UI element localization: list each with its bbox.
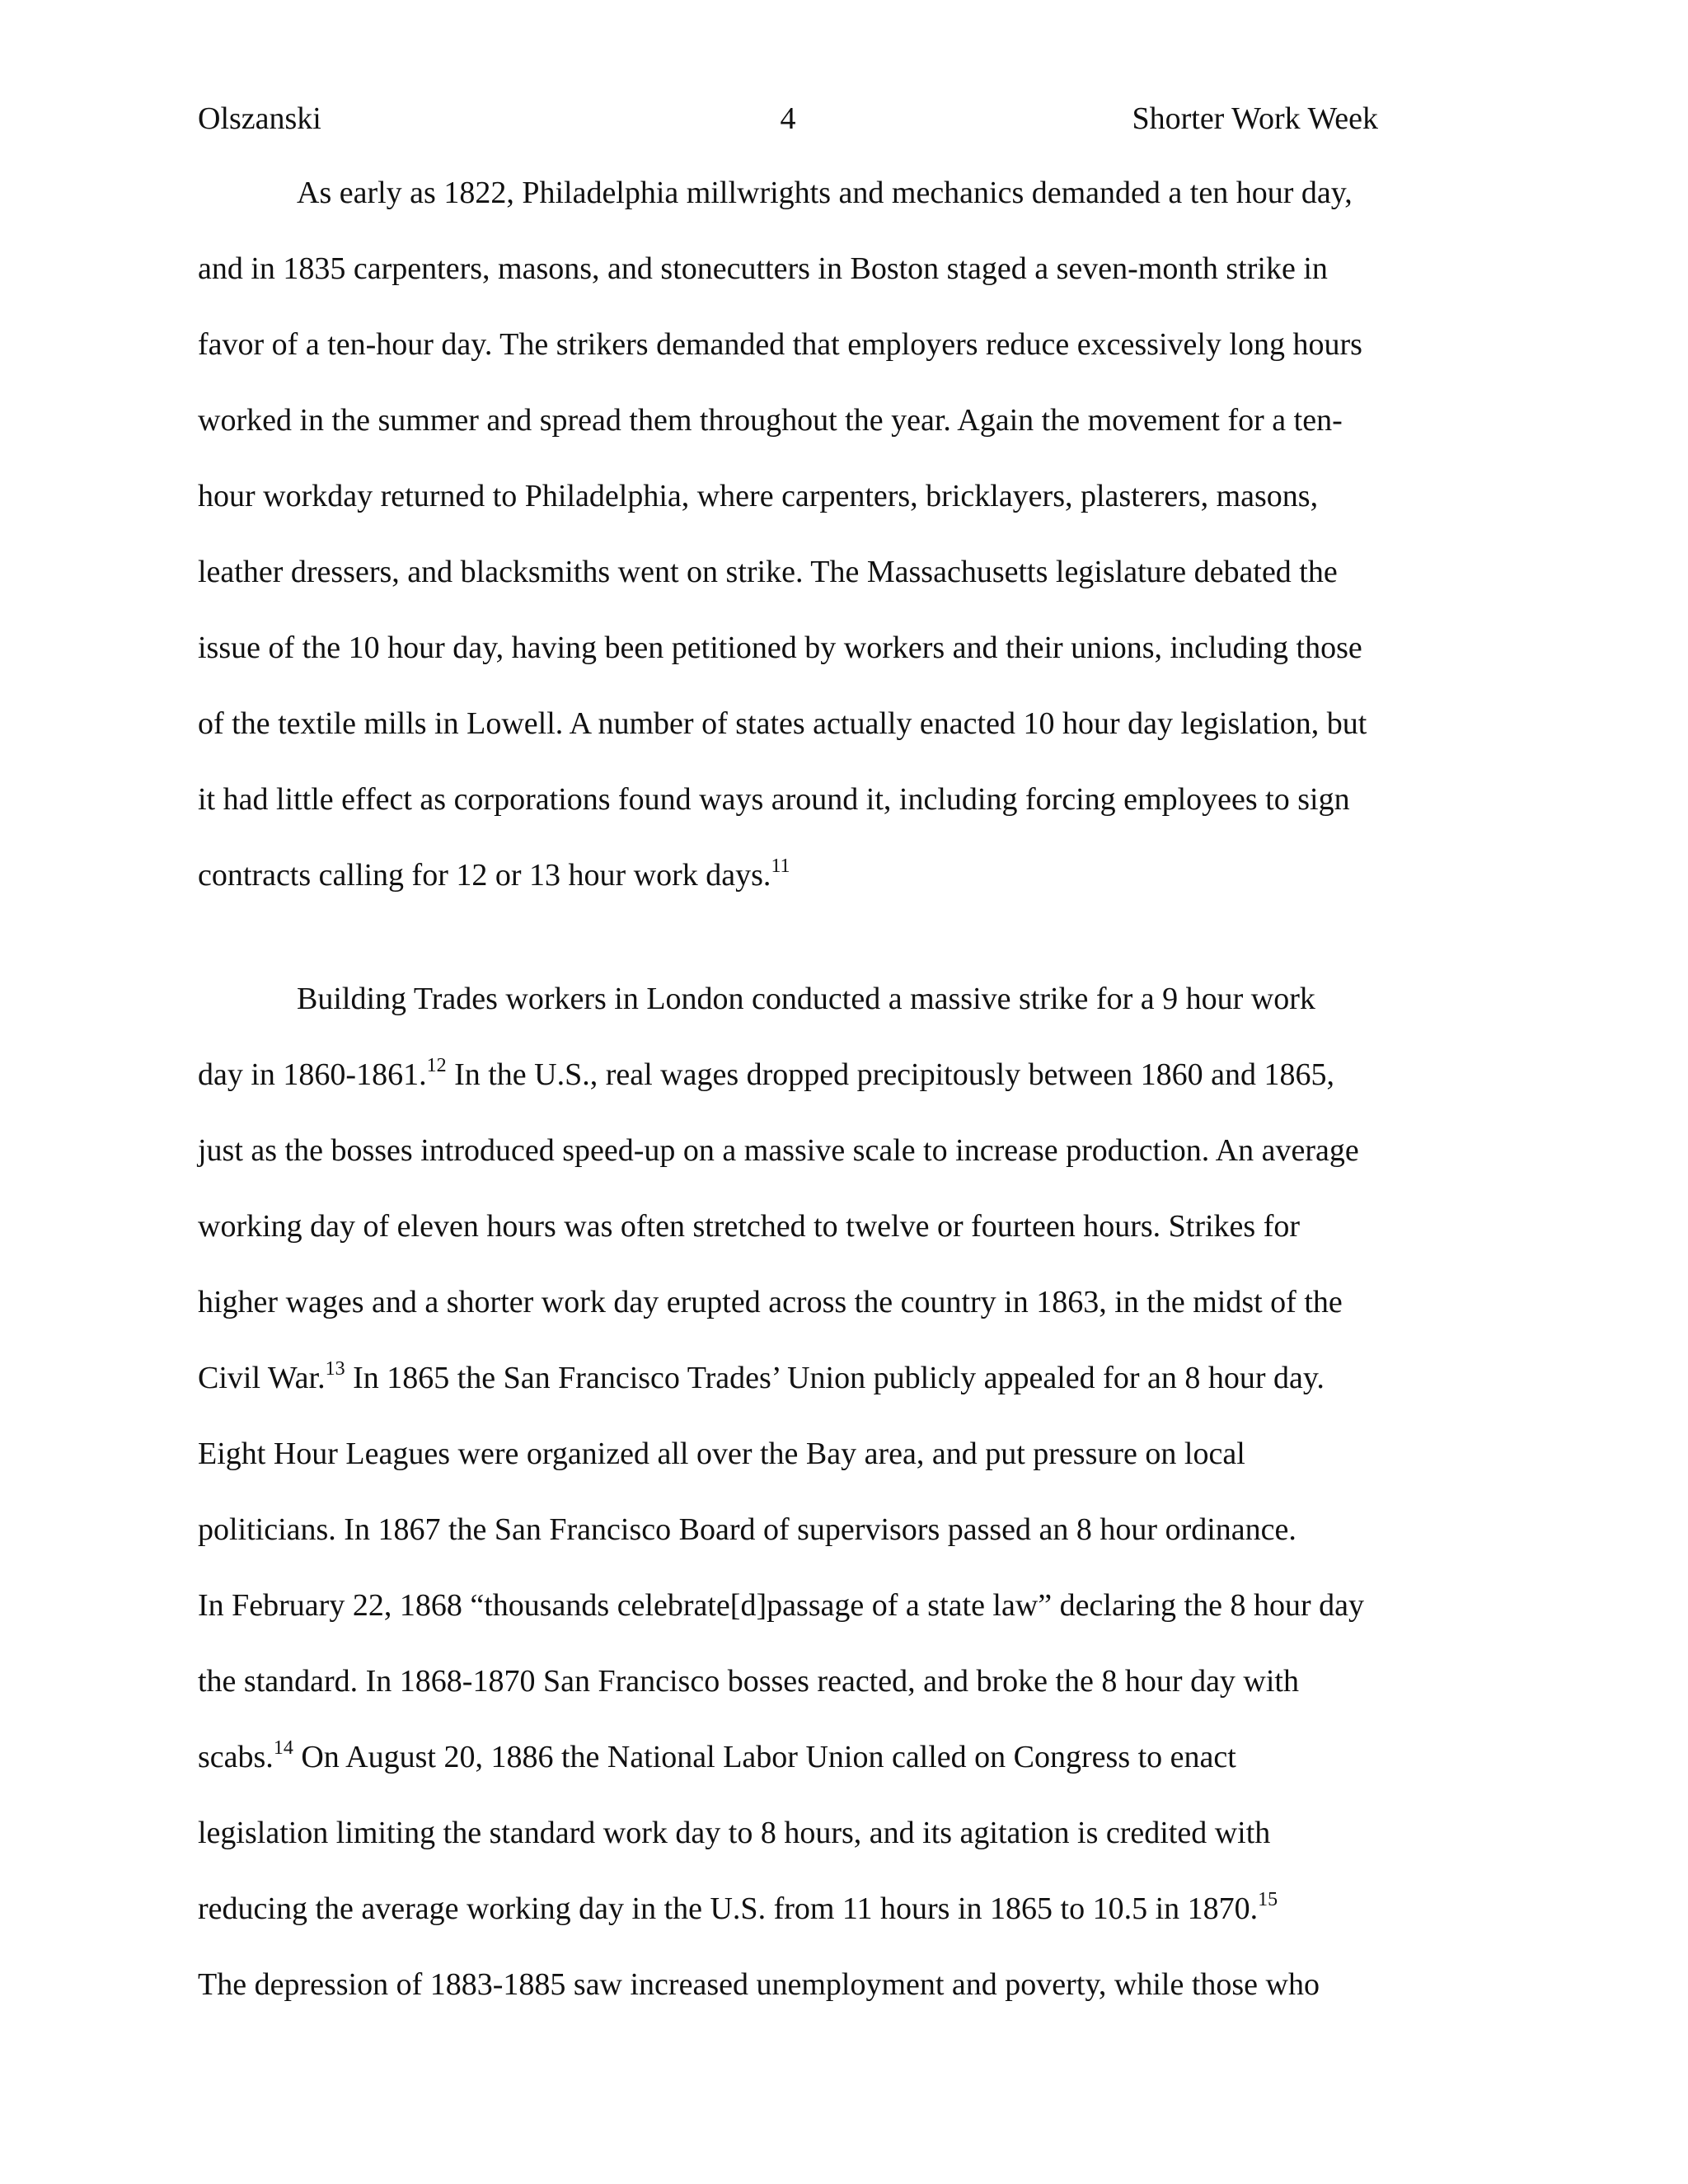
text-line: and in 1835 carpenters, masons, and stonecutters in Boston staged a seven-month strike in	[198, 251, 1328, 286]
text-line: The depression of 1883-1885 saw increased unemployment and poverty, while those who	[198, 1967, 1320, 2002]
footnote-marker: 15	[1258, 1889, 1278, 1910]
text-line: In February 22, 1868 “thousands celebrate[d]passage of a state law” declaring the 8 hour day	[198, 1588, 1364, 1623]
text-line: Civil War.$^{13}$ In 1865 the San Francisco Trades’ Union publicly appealed for an 8 hour day.	[198, 1358, 1325, 1395]
text-line: Eight Hour Leagues were organized all over the Bay area, and put pressure on local	[198, 1436, 1245, 1471]
text-line: issue of the 10 hour day, having been petitioned by workers and their unions, including those	[198, 630, 1362, 665]
footnote-marker: 13	[325, 1358, 345, 1380]
text-line: of the textile mills in Lowell. A number of states actually enacted 10 hour day legislation, but	[198, 706, 1367, 741]
running-header	[198, 97, 1378, 140]
body-paragraph-2	[198, 961, 1434, 2022]
text-line: reducing the average working day in the U.S. from 11 hours in 1865 to 10.5 in 1870.15	[198, 1889, 1278, 1926]
text-line: Building Trades workers in London conducted a massive strike for a 9 hour work	[297, 982, 1315, 1016]
text-line: legislation limiting the standard work day to 8 hours, and its agitation is credited with	[198, 1816, 1271, 1850]
footnote-marker: 14	[273, 1737, 293, 1759]
body-paragraph-1	[198, 155, 1434, 913]
header-title: Shorter Work Week	[1132, 101, 1378, 136]
text-line: As early as 1822, Philadelphia millwrights and mechanics demanded a ten hour day,	[297, 176, 1353, 210]
text-line: just as the bosses introduced speed-up on a massive scale to increase production. An average	[198, 1133, 1359, 1168]
text-line: scabs.$^{14}$ On August 20, 1886 the National Labor Union called on Congress to enact	[198, 1737, 1236, 1774]
text-line: day in 1860-1861.12 In the U.S., real wages dropped precipitously between 1860 and 1865,	[198, 1055, 1335, 1092]
text-line: working day of eleven hours was often stretched to twelve or fourteen hours. Strikes for	[198, 1209, 1301, 1244]
text-line: leather dressers, and blacksmiths went on strike. The Massachusetts legislature debated the	[198, 555, 1338, 589]
text-line: hour workday returned to Philadelphia, where carpenters, bricklayers, plasterers, masons,	[198, 479, 1319, 513]
text-line: worked in the summer and spread them throughout the year. Again the movement for a ten-	[198, 403, 1343, 438]
text-line: higher wages and a shorter work day erupted across the country in 1863, in the midst of the	[198, 1285, 1343, 1319]
footnote-marker: 11	[771, 855, 790, 877]
text-line: the standard. In 1868-1870 San Francisco bosses reacted, and broke the 8 hour day with	[198, 1664, 1299, 1699]
text-line: it had little effect as corporations found ways around it, including forcing employees to sign	[198, 782, 1350, 817]
text-line: politicians. In 1867 the San Francisco Board of supervisors passed an 8 hour ordinance.	[198, 1512, 1296, 1547]
header-page-number: 4	[780, 101, 796, 136]
text-line: favor of a ten-hour day. The strikers demanded that employers reduce excessively long hours	[198, 327, 1362, 362]
text-line: contracts calling for 12 or 13 hour work days.$^{11}$	[198, 855, 790, 893]
footnote-marker: 12	[426, 1055, 447, 1076]
header-author: Olszanski	[198, 101, 321, 136]
